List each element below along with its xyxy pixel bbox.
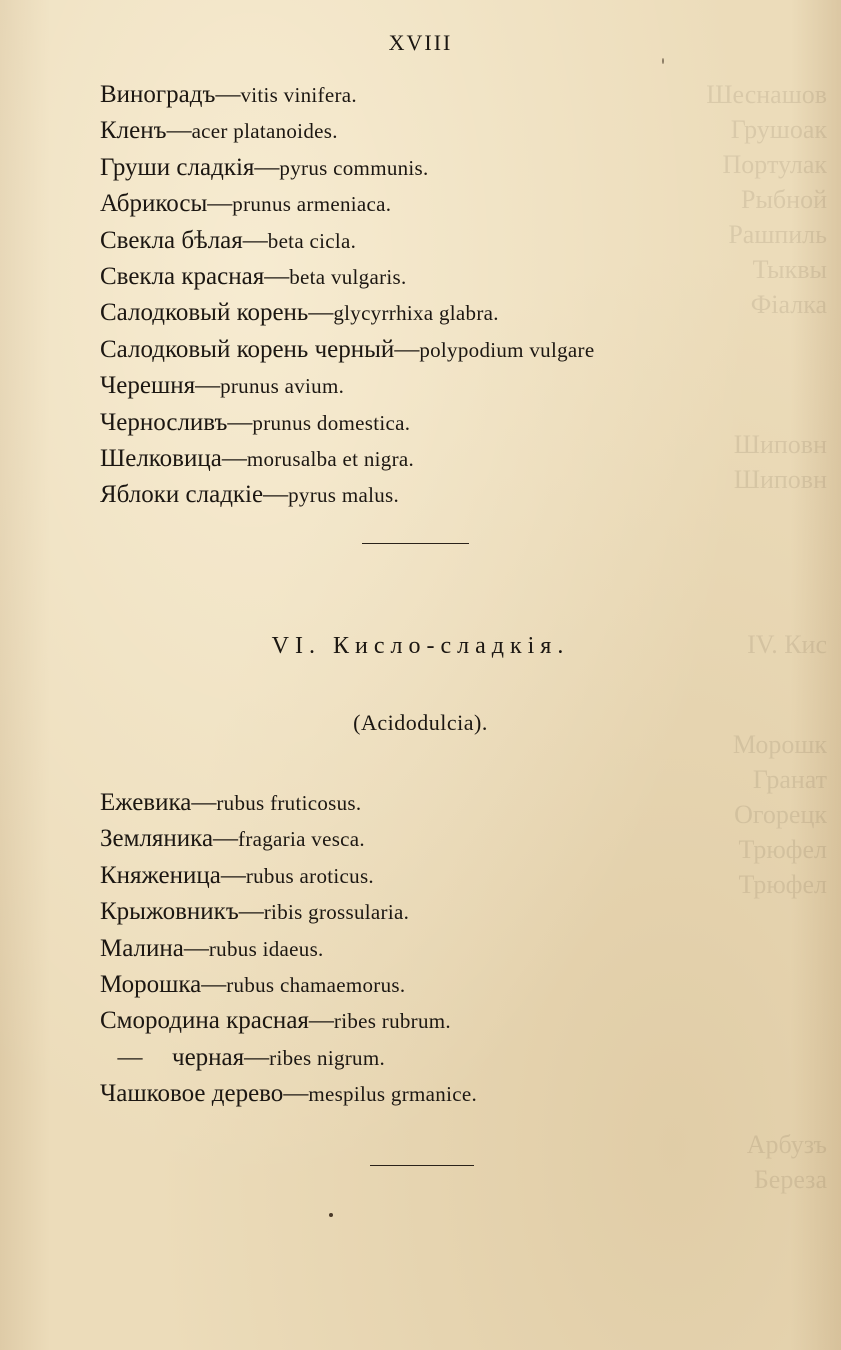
list-item [100,1003,477,1039]
list-item [100,967,477,1003]
list-item [100,259,594,295]
dash: — [183,934,209,962]
dash: — [191,789,217,816]
latin-name: rubus idaeus. [208,936,324,961]
dash: — [263,481,289,509]
russian-name: Морошка [100,971,202,999]
latin-name: fragaria vesca. [238,827,365,852]
dash: — [166,117,192,145]
list-item [100,77,594,113]
list-item [100,405,594,441]
russian-name: черная [172,1043,245,1071]
paper-speck [662,58,664,64]
russian-name: Шелковица [100,445,222,473]
list-item [100,113,594,149]
latin-name: glycyrrhixa glabra. [333,301,499,326]
russian-name: Крыжовникъ [100,898,239,926]
latin-name: prunus domestica. [252,410,411,435]
ditto-mark: — [117,1043,143,1071]
russian-name: Ежевика [100,789,192,816]
latin-name: rubus fruticosus. [216,791,362,815]
dash: — [220,861,246,889]
latin-name: acer platanoides. [191,119,338,144]
russian-name: Малина [100,934,184,962]
latin-name: prunus armeniaca. [232,192,392,217]
latin-name: pyrus malus. [288,483,400,508]
section-divider [362,543,469,544]
page-number: XVIII [388,30,453,55]
list-item [100,894,477,930]
latin-name: morusalba et nigra. [246,447,415,472]
latin-name: ribes rubrum. [333,1009,451,1034]
latin-name: pyrus communis. [279,155,429,180]
latin-name: prunus avium. [220,374,345,399]
latin-name: vitis vinifera. [240,83,357,107]
dash: — [207,190,233,218]
section-subheading: (Acidodulcia). [353,710,488,735]
list-item [100,332,594,368]
latin-name: rubus chamaemorus. [226,973,406,998]
dash: — [242,226,268,254]
russian-name: Салодковый корень [100,299,309,327]
dash: — [283,1080,309,1108]
latin-name: beta vulgaris. [289,265,407,290]
russian-name: Черешня [100,372,196,400]
bleed-through-text: Шеснашов Грушоак Портулак Рыбной Рашпиль Тыквы Фіалка Шиповн Шиповн IV. Кис Морошк Гранат Огорецк Трюфел Трюфел Арбузъ Береза [706,80,827,1194]
dash: — [201,971,227,999]
dash: — [308,1007,334,1035]
russian-name: Кленъ [100,117,167,145]
latin-name: mespilus grmanice. [308,1082,478,1107]
dash: — [238,898,264,926]
dash: — [264,263,290,291]
russian-name: Салодковый корень черный [100,335,395,363]
list-item [100,785,477,821]
list-item [100,441,594,477]
russian-name: Черносливъ [100,408,228,436]
list-item [100,821,477,857]
russian-name: Абрикосы [100,190,208,218]
dash: — [227,408,253,436]
russian-name: Виноградъ [100,81,216,108]
list-item [100,150,594,186]
latin-name: ribis grossularia. [263,900,410,925]
russian-name: Земляника [100,825,214,853]
russian-name: Свекла красная [100,263,265,291]
russian-name: Княженица [100,861,221,889]
section-heading: VI. Кисло-сладкія. [271,633,570,659]
list-item [100,368,594,404]
latin-name: beta cicla. [267,228,357,253]
dash: — [215,81,241,108]
list-item [100,223,594,259]
list-item [100,295,594,331]
russian-name: Смородина красная [100,1007,309,1035]
latin-name: polypodium vulgare [419,337,595,362]
sour-sweet-plants-list [100,785,477,1113]
paper-speck [329,1213,333,1217]
russian-name: Чашковое дерево [100,1080,284,1108]
latin-name: ribes nigrum. [269,1045,386,1070]
dash: — [244,1043,270,1071]
russian-name: Свекла бѣлая [100,226,243,254]
sweet-plants-list [100,77,594,514]
section-divider [370,1165,474,1166]
list-item [100,858,477,894]
latin-name: rubus aroticus. [245,863,374,888]
dash: — [195,372,221,400]
russian-name: Яблоки сладкіе [100,481,264,509]
list-item [100,186,594,222]
dash: — [308,299,334,327]
dash: — [394,335,420,363]
dash: — [213,825,239,853]
russian-name: Груши сладкія [100,153,255,181]
list-item [100,931,477,967]
list-item [100,1076,477,1112]
list-item [100,477,594,513]
list-item [100,1040,477,1076]
dash: — [254,153,280,181]
dash: — [221,445,247,473]
